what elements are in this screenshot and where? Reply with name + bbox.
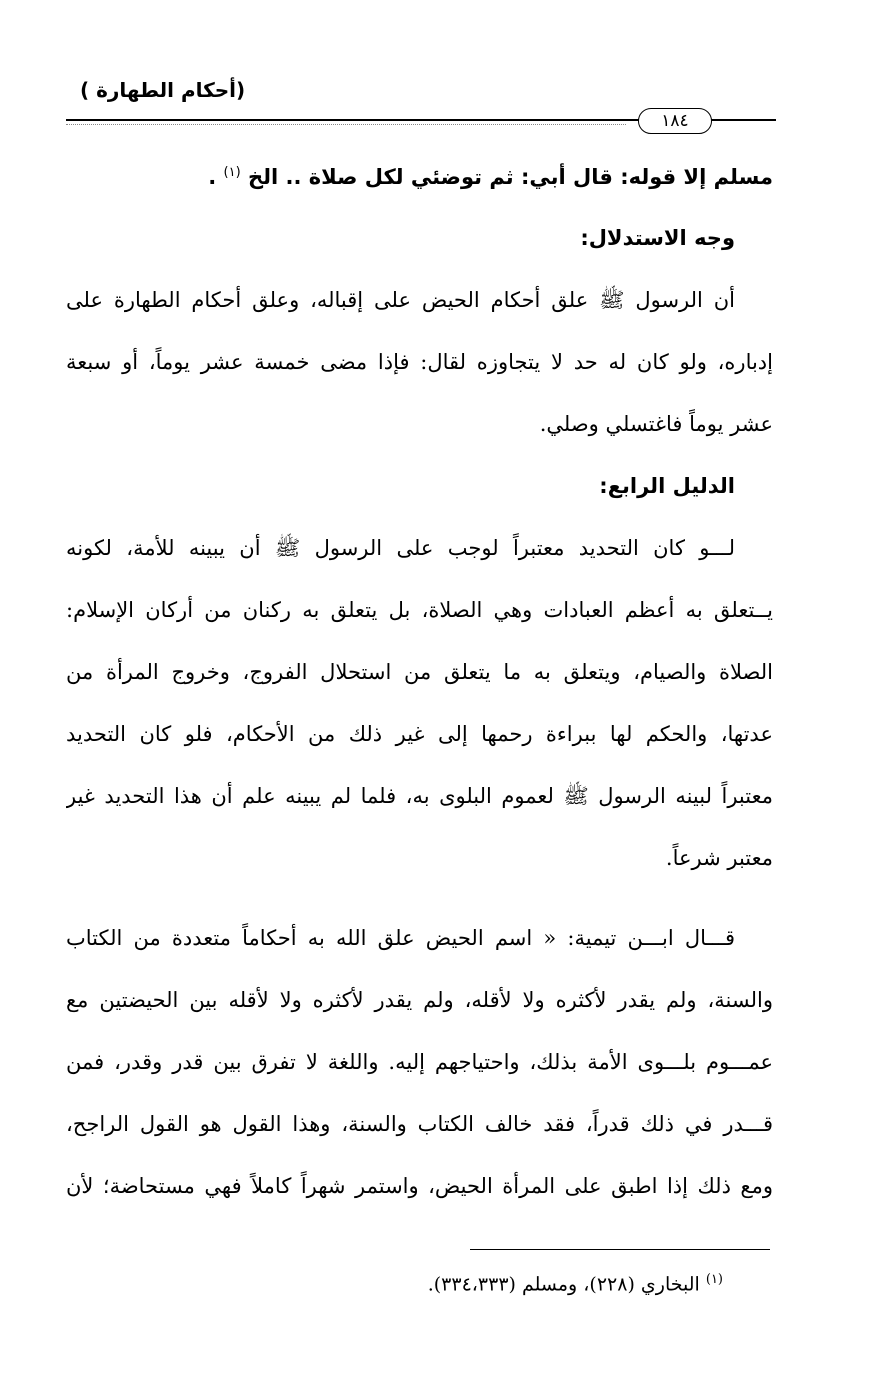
paragraph-line: لـــو كان التحديد معتبراً لوجب على الرسول ﷺ أن يبينه للأمة، لكونه <box>66 536 735 560</box>
paragraph-line: عدتها، والحكم لها ببراءة رحمها إلى غير ذلك من الأحكام، فلو كان التحديد <box>66 722 773 746</box>
paragraph-3 <box>66 907 773 1217</box>
main-text <box>66 145 773 1217</box>
footnote-marker: (١) <box>705 1272 723 1287</box>
running-head-title: (أحكام الطهارة ) <box>80 78 246 102</box>
footnote-1 <box>428 1272 723 1295</box>
paragraph-line: ومع ذلك إذا اطبق على المرأة الحيض، واستمر شهراً كاملاً فهي مستحاضة؛ لأن <box>66 1174 773 1198</box>
paragraph-line: عمـــوم بلـــوى الأمة بذلك، واحتياجهم إليه. واللغة لا تفرق بين قدر وقدر، فمن <box>66 1050 773 1074</box>
footnote-text: البخاري (٢٢٨)، ومسلم (٣٣٤،٣٣٣). <box>427 1273 700 1296</box>
heading-wajh-al-istidlal: وجه الاستدلال: <box>580 226 735 250</box>
paragraph-line: معتبراً لبينه الرسول ﷺ لعموم البلوى به، فلما لم يبينه علم أن هذا التحديد غير <box>66 784 773 808</box>
intro-line <box>66 145 773 207</box>
paragraph-line: الصلاة والصيام، ويتعلق به ما يتعلق من استحلال الفروج، وخروج المرأة من <box>66 660 773 684</box>
paragraph-line: إدباره، ولو كان له حد لا يتجاوزه لقال: فإذا مضى خمسة عشر يوماً، أو سبعة <box>66 350 773 374</box>
paragraph-line: والسنة، ولم يقدر لأكثره ولا لأقله، ولم يقدر لأكثره ولا لأقله بين الحيضتين مع <box>66 988 773 1012</box>
footnote-ref: (١) <box>223 165 241 180</box>
footnote-separator <box>470 1249 770 1250</box>
paragraph-gap <box>66 889 773 907</box>
page-number: ١٨٤ <box>638 108 712 134</box>
intro-text: مسلم إلا قوله: قال أبي: ثم توضئي لكل صلاة .. الخ <box>247 165 773 189</box>
intro-end: . <box>208 165 217 189</box>
paragraph-line: قـــال ابـــن تيمية: « اسم الحيض علق الله به أحكاماً متعددة من الكتاب <box>66 926 735 950</box>
paragraph-1 <box>66 269 773 455</box>
paragraph-line: معتبر شرعاً. <box>665 846 773 870</box>
paragraph-line: قـــدر في ذلك قدراً، فقد خالف الكتاب والسنة، وهذا القول هو القول الراجح، <box>66 1112 773 1136</box>
paragraph-2 <box>66 517 773 889</box>
paragraph-line: عشر يوماً فاغتسلي وصلي. <box>539 412 773 436</box>
paragraph-line: أن الرسول ﷺ علق أحكام الحيض على إقباله، وعلق أحكام الطهارة على <box>66 288 735 312</box>
heading-fourth-evidence: الدليل الرابع: <box>599 474 735 498</box>
paragraph-line: يــتعلق به أعظم العبادات وهي الصلاة، بل يتعلق به ركنان من أركان الإسلام: <box>66 598 773 622</box>
header-ornament-rule <box>66 124 626 125</box>
